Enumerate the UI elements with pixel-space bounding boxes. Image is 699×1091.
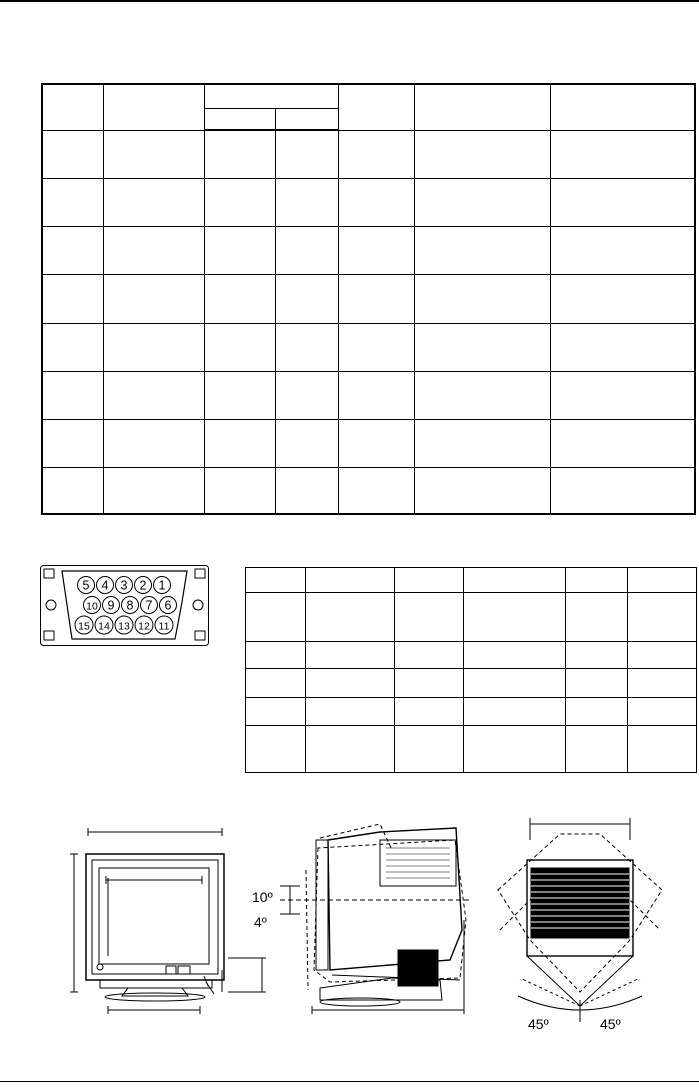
connector-pin-label: 4 — [101, 578, 109, 593]
top-rule — [0, 0, 699, 2]
connector-pin-label: 13 — [118, 620, 130, 633]
table-header-row — [42, 84, 695, 108]
timing-spec-table — [41, 83, 696, 515]
table-row — [42, 371, 695, 419]
connector-pin-label: 1 — [158, 578, 166, 593]
table-row — [42, 275, 695, 323]
bottom-rule — [0, 1081, 699, 1082]
table-row — [42, 420, 695, 468]
table-row — [42, 468, 695, 514]
header-cell — [205, 84, 339, 108]
tilt-down-angle-label: 4º — [254, 914, 267, 930]
header-cell — [104, 84, 205, 130]
header-cell — [338, 84, 415, 130]
monitor-dimension-drawings — [0, 810, 699, 1050]
table-row — [246, 669, 697, 698]
connector-pin-label: 14 — [98, 620, 110, 633]
connector-pin-label: 6 — [164, 598, 172, 613]
header-cell — [415, 84, 551, 130]
connector-pin-label: 3 — [120, 578, 128, 593]
connector-pins — [75, 577, 177, 635]
table-header-row — [246, 568, 697, 593]
table-row — [246, 593, 697, 642]
connector-pin-label: 8 — [126, 598, 134, 613]
swivel-right-angle-label: 45º — [600, 1016, 621, 1032]
tilt-up-angle-label: 10º — [252, 889, 273, 905]
pin-assignment-table — [245, 567, 697, 773]
header-cell — [42, 84, 104, 130]
connector-pin-label: 11 — [158, 620, 170, 633]
front-view-drawing — [70, 828, 266, 1014]
header-cell — [550, 84, 695, 130]
top-view-drawing — [498, 818, 662, 1022]
connector-pin-label: 15 — [78, 620, 90, 633]
connector-pin-label: 9 — [107, 598, 115, 613]
connector-pin-label: 5 — [82, 578, 90, 593]
header-cell — [275, 108, 338, 130]
header-cell — [205, 108, 276, 130]
table-row — [42, 178, 695, 226]
connector-pin-label: 7 — [145, 598, 153, 613]
connector-pin-label: 12 — [138, 620, 150, 633]
swivel-left-angle-label: 45º — [528, 1016, 549, 1032]
connector-pin-label: 10 — [86, 600, 98, 613]
table-row — [42, 130, 695, 178]
table-row — [42, 323, 695, 371]
table-row — [42, 227, 695, 275]
table-row — [246, 726, 697, 773]
connector-pin-label: 2 — [139, 578, 147, 593]
table-row — [246, 642, 697, 669]
table-row — [246, 698, 697, 726]
dsub15-connector-diagram — [40, 565, 210, 647]
side-view-drawing — [280, 824, 470, 1014]
